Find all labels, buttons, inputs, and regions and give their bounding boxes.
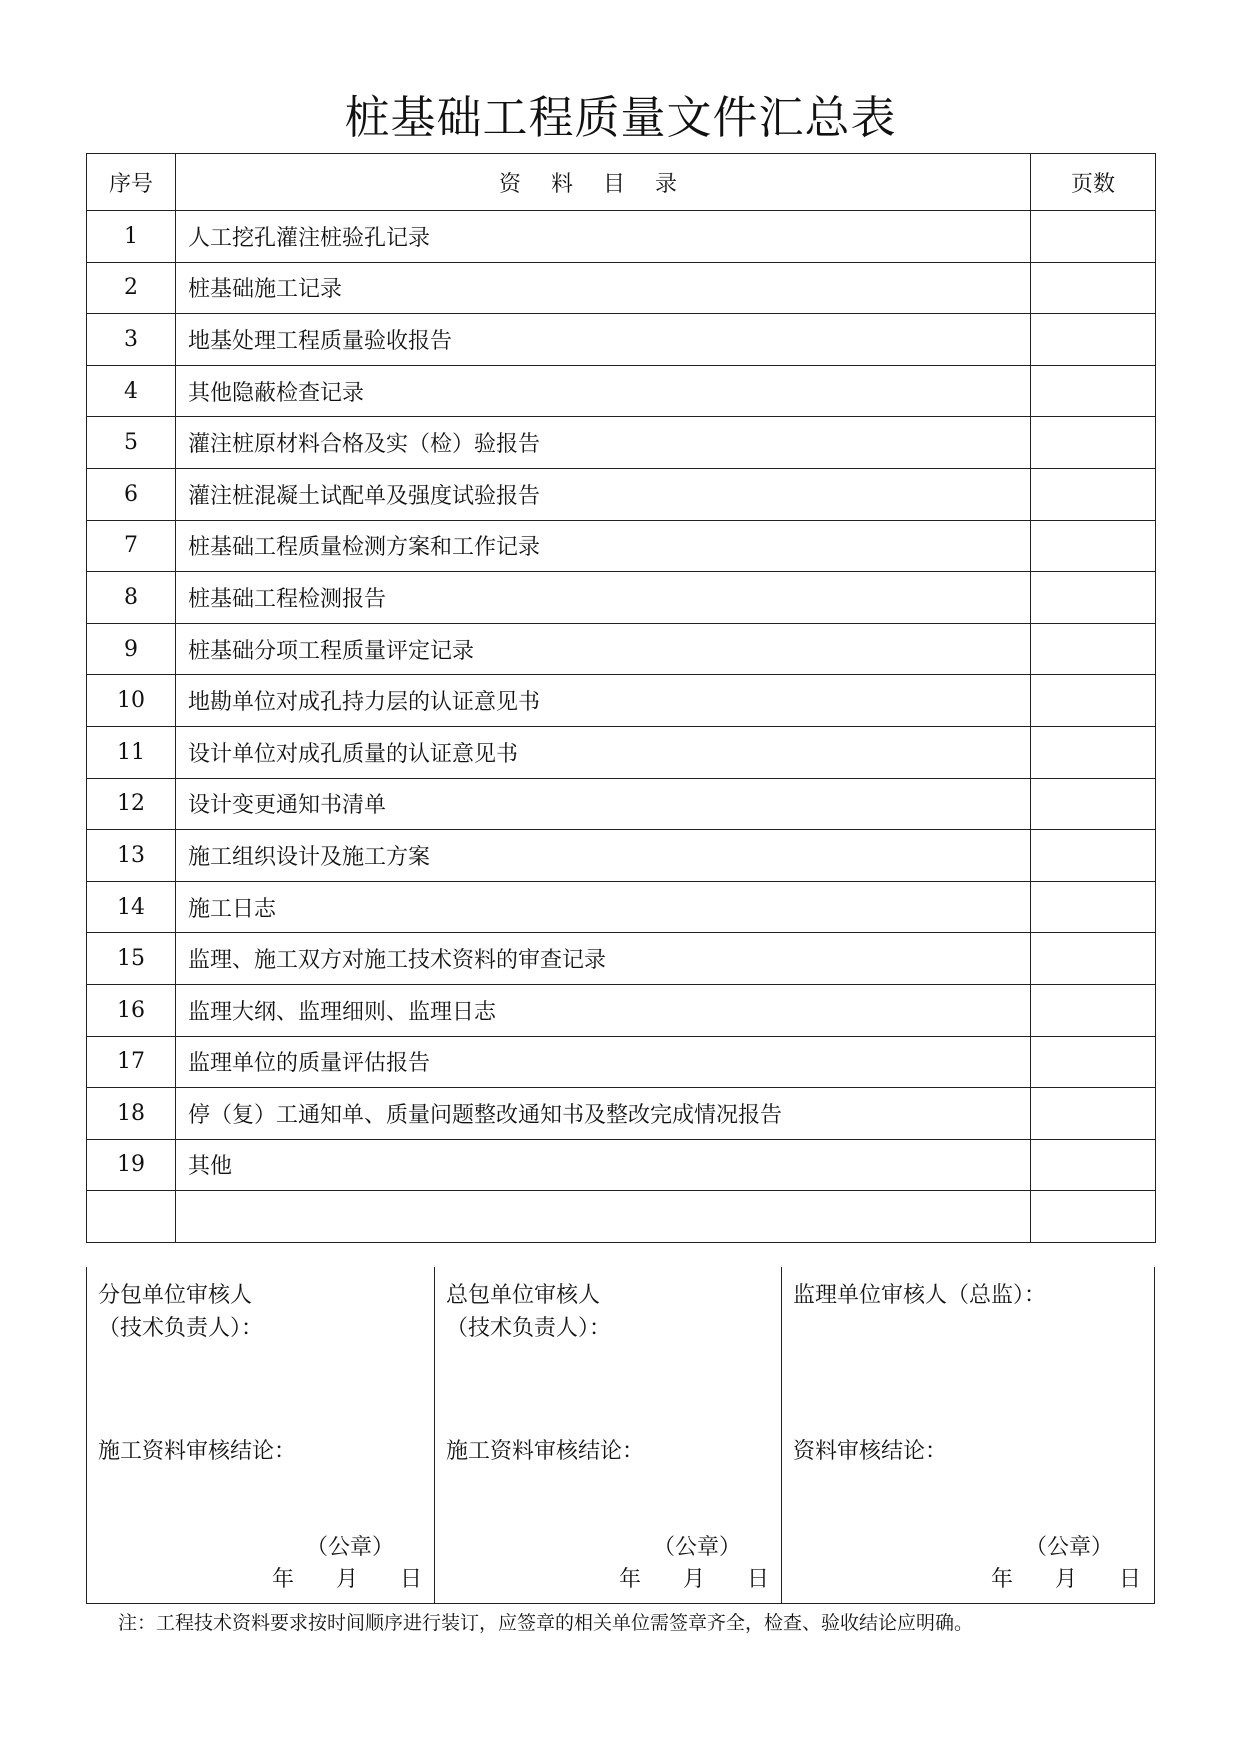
- row-item: 设计变更通知书清单: [176, 778, 1031, 830]
- row-item: 灌注桩混凝土试配单及强度试验报告: [176, 468, 1031, 520]
- row-item: 其他: [176, 1139, 1031, 1191]
- row-pages: [1031, 675, 1156, 727]
- row-item: 监理、施工双方对施工技术资料的审查记录: [176, 933, 1031, 985]
- table-row: [87, 778, 1156, 830]
- signoff-conclusion: 施工资料审核结论：: [98, 1439, 297, 1464]
- row-pages: [1031, 520, 1156, 572]
- row-number: 10: [87, 675, 176, 727]
- table-row: [87, 1088, 1156, 1140]
- header-item: 资料目录: [176, 154, 1031, 211]
- table-row: [87, 314, 1156, 366]
- row-pages: [1031, 830, 1156, 882]
- signoff-date: [619, 1563, 769, 1596]
- row-pages: [1031, 778, 1156, 830]
- signoff-section: [86, 1267, 1155, 1604]
- table-row: [87, 1191, 1156, 1243]
- row-pages: [1031, 417, 1156, 469]
- row-number: 15: [87, 933, 176, 985]
- row-pages: [1031, 211, 1156, 263]
- row-pages: [1031, 881, 1156, 933]
- table-row: [87, 933, 1156, 985]
- row-item: 设计单位对成孔质量的认证意见书: [176, 726, 1031, 778]
- table-row: [87, 726, 1156, 778]
- row-item: 桩基础施工记录: [176, 262, 1031, 314]
- table-row: [87, 572, 1156, 624]
- footnote: 注：工程技术资料要求按时间顺序进行装订，应签章的相关单位需签章齐全，检查、验收结论应明确。: [118, 1612, 974, 1634]
- signoff-date: [272, 1563, 422, 1596]
- row-number: 5: [87, 417, 176, 469]
- row-number: 11: [87, 726, 176, 778]
- date-month: 月: [335, 1567, 358, 1592]
- date-day: 日: [1118, 1567, 1141, 1592]
- row-pages: [1031, 1139, 1156, 1191]
- header-num: 序号: [87, 154, 176, 211]
- row-number: 1: [87, 211, 176, 263]
- row-number: 9: [87, 623, 176, 675]
- row-number: 13: [87, 830, 176, 882]
- signoff-role: 总包单位审核人 （技术负责人）：: [446, 1283, 612, 1341]
- row-item: 施工日志: [176, 881, 1031, 933]
- signoff-seal: （公章）: [305, 1535, 394, 1560]
- table-row: [87, 1036, 1156, 1088]
- table-row: [87, 1139, 1156, 1191]
- date-day: 日: [399, 1567, 422, 1592]
- row-item: 其他隐蔽检查记录: [176, 365, 1031, 417]
- row-number: [87, 1191, 176, 1243]
- row-pages: [1031, 726, 1156, 778]
- row-item: 人工挖孔灌注桩验孔记录: [176, 211, 1031, 263]
- table-row: [87, 830, 1156, 882]
- table-row: [87, 262, 1156, 314]
- signoff-seal: （公章）: [1024, 1535, 1113, 1560]
- row-number: 18: [87, 1088, 176, 1140]
- row-number: 8: [87, 572, 176, 624]
- date-day: 日: [746, 1567, 769, 1592]
- signoff-date: [991, 1563, 1141, 1596]
- row-item: 桩基础分项工程质量评定记录: [176, 623, 1031, 675]
- row-item: [176, 1191, 1031, 1243]
- table-row: [87, 520, 1156, 572]
- signoff-role: 分包单位审核人 （技术负责人）：: [98, 1283, 264, 1341]
- row-item: 施工组织设计及施工方案: [176, 830, 1031, 882]
- table-row: [87, 984, 1156, 1036]
- signoff-seal: （公章）: [652, 1535, 741, 1560]
- signoff-subcontractor: [87, 1267, 434, 1603]
- date-year: 年: [990, 1567, 1013, 1592]
- date-month: 月: [682, 1567, 705, 1592]
- row-pages: [1031, 1191, 1156, 1243]
- row-pages: [1031, 1088, 1156, 1140]
- header-pages: 页数: [1031, 154, 1156, 211]
- table-row: [87, 675, 1156, 727]
- table-row: [87, 211, 1156, 263]
- row-item: 桩基础工程检测报告: [176, 572, 1031, 624]
- signoff-supervisor: [781, 1267, 1153, 1603]
- date-year: 年: [618, 1567, 641, 1592]
- table-header-row: [87, 154, 1156, 211]
- row-item: 停（复）工通知单、质量问题整改通知书及整改完成情况报告: [176, 1088, 1031, 1140]
- row-item: 地勘单位对成孔持力层的认证意见书: [176, 675, 1031, 727]
- row-number: 2: [87, 262, 176, 314]
- row-number: 7: [87, 520, 176, 572]
- row-item: 灌注桩原材料合格及实（检）验报告: [176, 417, 1031, 469]
- row-pages: [1031, 933, 1156, 985]
- table-row: [87, 468, 1156, 520]
- table-row: [87, 417, 1156, 469]
- document-table: [86, 153, 1156, 1243]
- row-pages: [1031, 1036, 1156, 1088]
- row-number: 12: [87, 778, 176, 830]
- row-pages: [1031, 365, 1156, 417]
- signoff-conclusion: 施工资料审核结论：: [446, 1439, 645, 1464]
- date-year: 年: [271, 1567, 294, 1592]
- signoff-conclusion: 资料审核结论：: [793, 1439, 948, 1464]
- row-pages: [1031, 572, 1156, 624]
- row-item: 地基处理工程质量验收报告: [176, 314, 1031, 366]
- table-row: [87, 623, 1156, 675]
- row-number: 6: [87, 468, 176, 520]
- row-number: 16: [87, 984, 176, 1036]
- row-item: 监理大纲、监理细则、监理日志: [176, 984, 1031, 1036]
- row-item: 监理单位的质量评估报告: [176, 1036, 1031, 1088]
- row-number: 4: [87, 365, 176, 417]
- date-month: 月: [1054, 1567, 1077, 1592]
- row-item: 桩基础工程质量检测方案和工作记录: [176, 520, 1031, 572]
- row-pages: [1031, 623, 1156, 675]
- row-number: 19: [87, 1139, 176, 1191]
- row-number: 3: [87, 314, 176, 366]
- row-number: 17: [87, 1036, 176, 1088]
- signoff-role: 监理单位审核人（总监）：: [793, 1283, 1047, 1308]
- table-row: [87, 881, 1156, 933]
- table-row: [87, 365, 1156, 417]
- signoff-general-contractor: [434, 1267, 781, 1603]
- row-pages: [1031, 984, 1156, 1036]
- page-title: 桩基础工程质量文件汇总表: [344, 91, 897, 144]
- row-pages: [1031, 262, 1156, 314]
- row-pages: [1031, 314, 1156, 366]
- row-pages: [1031, 468, 1156, 520]
- row-number: 14: [87, 881, 176, 933]
